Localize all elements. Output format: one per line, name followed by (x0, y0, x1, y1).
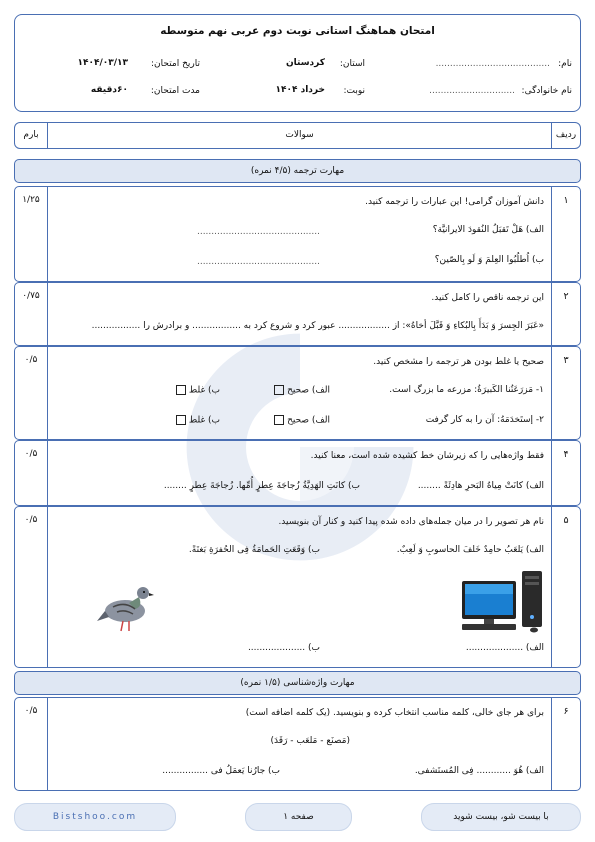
exam-header (14, 14, 581, 112)
footer-slogan: با بیست شو، بیست شوید (421, 803, 581, 831)
checkbox-icon (176, 415, 186, 425)
q5-instruction: نام هر تصویر را در میان جمله‌های داده شده پیدا کنید و کنار آن بنویسید. (278, 517, 544, 527)
q6-options: (مَصنَع - مَلعَب - رَقَدَ) (270, 736, 350, 746)
question-number: ۴ (563, 449, 569, 460)
date-value: ۱۴۰۴/۰۳/۱۳ (77, 58, 128, 68)
col-score: بارم (23, 130, 39, 140)
name-label: نام: (558, 59, 572, 69)
question-number: ۳ (563, 355, 569, 366)
question-5 (14, 506, 581, 668)
q5-answer-b[interactable]: ب) .................... (247, 643, 320, 653)
col-questions: سوالات (285, 130, 314, 140)
question-score: ۰/۷۵ (22, 291, 40, 301)
q1-item-b: ب) اُطلُبُوا العِلمَ وَ لَو بِالصّین؟ (434, 255, 544, 265)
checkbox-icon (274, 415, 284, 425)
q3-1-wrong[interactable]: ب) غلط (173, 385, 220, 396)
question-score: ۱/۲۵ (22, 195, 40, 205)
q3-1-correct[interactable]: الف) صحیح (271, 385, 330, 396)
q3-instruction: صحیح یا غلط بودن هر ترجمه را مشخص کنید. (373, 357, 544, 367)
session-label: نوبت: (343, 86, 365, 96)
checkbox-icon (176, 385, 186, 395)
question-3 (14, 346, 581, 440)
q4-item-b: ب) کانَتِ الهَدِیَّةُ زُجاجَةَ عِطرٍ أُمِّها. زُجاجَةَ عِطرٍ ........ (163, 481, 360, 491)
pigeon-icon (95, 577, 155, 637)
q1-blank-a: ........................................... (196, 227, 320, 237)
session-value: خرداد ۱۴۰۴ (275, 85, 325, 95)
q6-item-b: ب) جارُنا یَعمَلُ فی ................ (162, 766, 280, 776)
family-blank: .............................. (429, 86, 515, 96)
q5-item-a: الف) یَلعَبُ حامِدٌ خَلفَ الحاسوبِ وَ لَعِبٌ. (396, 545, 544, 555)
col-row: ردیف (555, 130, 577, 140)
q5-item-b: ب) وَقَعَتِ الحَمامَةُ فِی الحُفرَةِ بَغتَةً. (188, 545, 320, 555)
duration-value: ۶۰دقیقه (90, 85, 128, 95)
province-label: استان: (339, 59, 365, 69)
footer-page-number: صفحه ۱ (245, 803, 352, 831)
question-number: ۲ (563, 291, 569, 302)
question-number: ۵ (563, 515, 569, 526)
q6-instruction: برای هر جای خالی، کلمه مناسب انتخاب کرده و بنویسید. (یک کلمه اضافه است) (245, 708, 544, 718)
question-4 (14, 440, 581, 506)
duration-label: مدت امتحان: (150, 86, 200, 96)
question-score: ۰/۵ (24, 515, 38, 525)
footer-website[interactable]: Bistshoo.com (14, 803, 176, 831)
question-6 (14, 697, 581, 791)
province-value: کردستان (285, 58, 325, 68)
question-number: ۱ (563, 195, 569, 206)
question-score: ۰/۵ (24, 355, 38, 365)
exam-title: امتحان هماهنگ استانی نوبت دوم عربی نهم متوسطه (160, 25, 435, 37)
table-header (14, 122, 581, 149)
q2-instruction: این ترجمه ناقص را کامل کنید. (431, 293, 544, 303)
q3-2-correct[interactable]: الف) صحیح (271, 415, 330, 426)
q1-blank-b: ........................................... (196, 257, 320, 267)
q6-item-a: الف) هُوَ ............ فِی المُستَشفی. (414, 766, 544, 776)
question-1 (14, 186, 581, 282)
section-translation: مهارت ترجمه (۴/۵ نمره) (14, 159, 581, 183)
q1-instruction: دانش آموزان گرامی! این عبارات را ترجمه کنید. (365, 197, 544, 207)
question-number: ۶ (563, 706, 569, 717)
computer-icon (460, 567, 546, 633)
q4-item-a: الف) کانَتْ مِیاهُ البَحرِ هادِئَةً ........ (417, 481, 544, 491)
checkbox-icon (274, 385, 284, 395)
question-score: ۰/۵ (24, 706, 38, 716)
question-score: ۰/۵ (24, 449, 38, 459)
q3-item-1: ۱- مَزرَعَتُنا الکَبیرَةُ: مزرعه ما بزرگ است. (389, 385, 544, 395)
q5-answer-a[interactable]: الف) .................... (465, 643, 544, 653)
q4-instruction: فقط واژه‌هایی را که زیرشان خط کشیده شده است، معنا کنید. (310, 451, 544, 461)
section-vocab: مهارت واژه‌شناسی (۱/۵ نمره) (14, 671, 581, 695)
q3-item-2: ۲- إستَخدَمَهُ: آن را به کار گرفت (425, 415, 544, 425)
q3-2-wrong[interactable]: ب) غلط (173, 415, 220, 426)
q2-line: «عَبَرَ الجِسرَ وَ بَدَأَ بِالبُکاءِ وَ قَبَّلَ أخاهُ»: از .................. عبور کرد و شروع کرد به ................. و برادرش را ................. (91, 321, 544, 331)
date-label: تاریخ امتحان: (151, 59, 200, 69)
family-label: نام خانوادگی: (521, 86, 572, 96)
question-2 (14, 282, 581, 346)
q1-item-a: الف) هَلْ تَقبَلُ النُقودَ الایرانیَّة؟ (432, 225, 544, 235)
name-blank: ........................................ (435, 59, 550, 69)
